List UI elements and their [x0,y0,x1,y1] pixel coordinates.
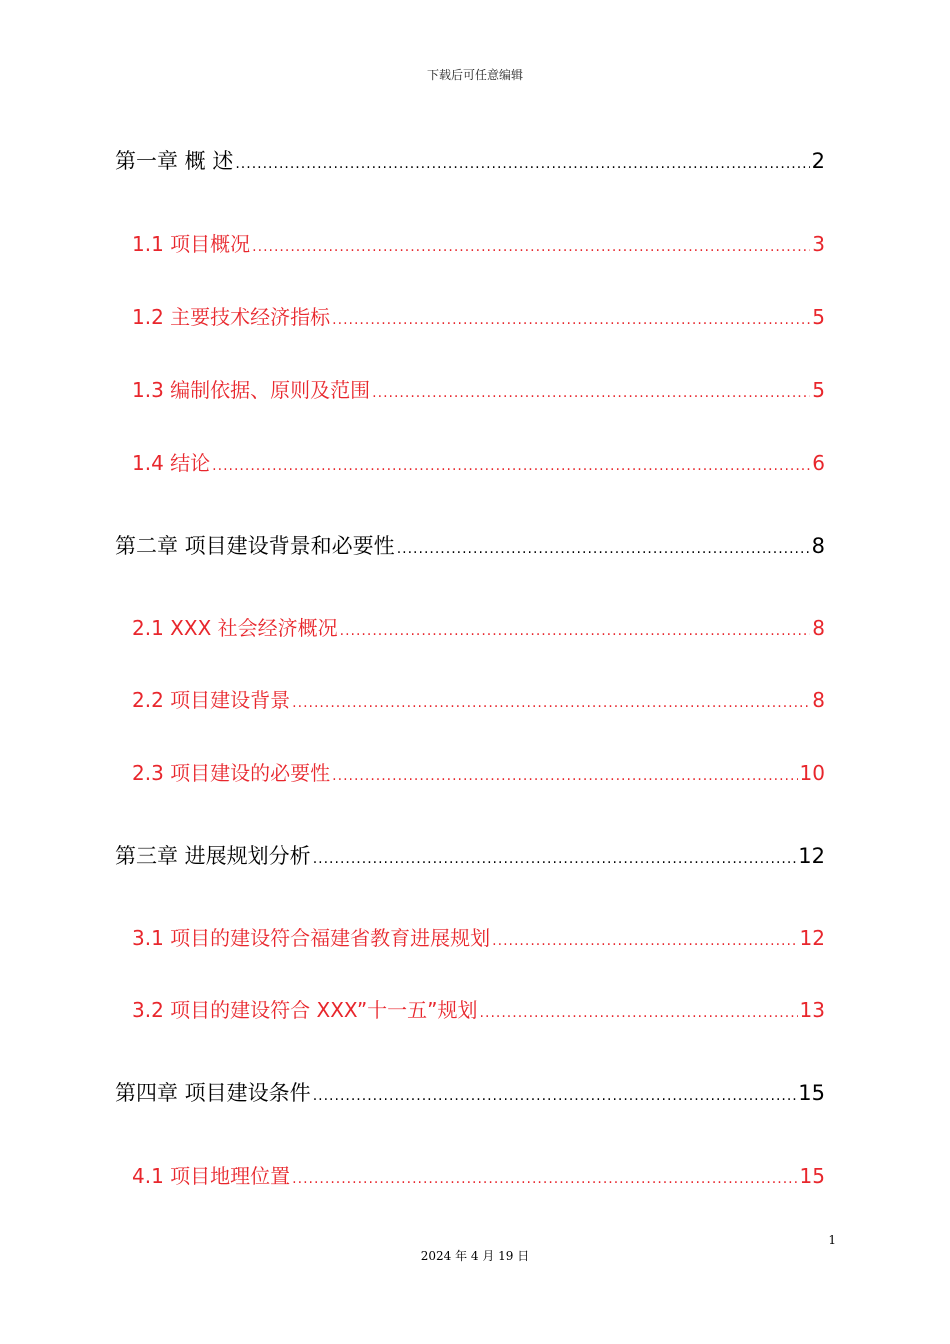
toc-entry-page: 5 [812,305,825,329]
toc-entry-label: 第一章 概 述 [115,149,234,173]
toc-entry-section-1-3[interactable] [132,374,825,403]
toc-dot-leader [372,386,810,400]
toc-entry-page: 2 [811,149,825,173]
page-footer-date: 2024 年 4 月 19 日 [420,1249,530,1263]
toc-entry-label: 3.2 项目的建设符合 XXX”十一五”规划 [132,998,478,1022]
toc-dot-leader [313,852,797,866]
toc-dot-leader [332,769,797,783]
toc-entry-label: 1.3 编制依据、原则及范围 [132,378,371,402]
toc-entry-section-2-3[interactable] [132,757,825,786]
toc-entry-chapter-3[interactable] [115,840,825,870]
toc-entry-section-2-2[interactable] [132,684,825,713]
toc-entry-label: 3.1 项目的建设符合福建省教育进展规划 [132,926,491,950]
toc-entry-section-2-1[interactable] [132,612,825,641]
toc-entry-label: 1.4 结论 [132,451,211,475]
toc-entry-section-3-2[interactable] [132,994,825,1023]
toc-dot-leader [235,157,809,171]
toc-entry-section-4-1[interactable] [132,1160,825,1189]
toc-entry-page: 8 [812,688,825,712]
toc-dot-leader [340,624,811,638]
page-header: 下载后可任意编辑 [426,68,523,82]
toc-dot-leader [480,1006,798,1020]
toc-entry-label: 第三章 进展规划分析 [115,844,311,868]
toc-entry-page: 8 [811,534,825,558]
toc-dot-leader [332,313,810,327]
toc-dot-leader [292,696,810,710]
toc-entry-label: 2.3 项目建设的必要性 [132,761,331,785]
toc-entry-page: 13 [799,998,825,1022]
toc-entry-page: 12 [798,844,825,868]
toc-entry-page: 12 [799,926,825,950]
toc-entry-section-1-1[interactable] [132,228,825,257]
toc-entry-page: 3 [812,232,825,256]
toc-entry-chapter-2[interactable] [115,530,825,560]
toc-entry-section-3-1[interactable] [132,922,825,951]
toc-entry-section-1-4[interactable] [132,447,825,476]
toc-entry-chapter-1[interactable] [115,145,825,175]
toc-entry-label: 1.2 主要技术经济指标 [132,305,331,329]
toc-entry-label: 2.1 XXX 社会经济概况 [132,616,338,640]
toc-dot-leader [212,459,810,473]
toc-entry-label: 第四章 项目建设条件 [115,1081,311,1105]
toc-entry-section-1-2[interactable] [132,301,825,330]
page-number: 1 [828,1233,836,1247]
toc-dot-leader [252,240,810,254]
toc-entry-label: 2.2 项目建设背景 [132,688,291,712]
toc-entry-chapter-4[interactable] [115,1077,825,1107]
toc-entry-page: 15 [799,1164,825,1188]
toc-entry-label: 1.1 项目概况 [132,232,251,256]
toc-dot-leader [292,1172,797,1186]
toc-dot-leader [492,934,797,948]
toc-dot-leader [313,1089,797,1103]
toc-entry-page: 6 [812,451,825,475]
toc-entry-label: 第二章 项目建设背景和必要性 [115,534,395,558]
toc-entry-page: 15 [798,1081,825,1105]
toc-dot-leader [397,542,810,556]
toc-entry-label: 4.1 项目地理位置 [132,1164,291,1188]
toc-entry-page: 8 [812,616,825,640]
toc-entry-page: 5 [812,378,825,402]
toc-entry-page: 10 [799,761,825,785]
